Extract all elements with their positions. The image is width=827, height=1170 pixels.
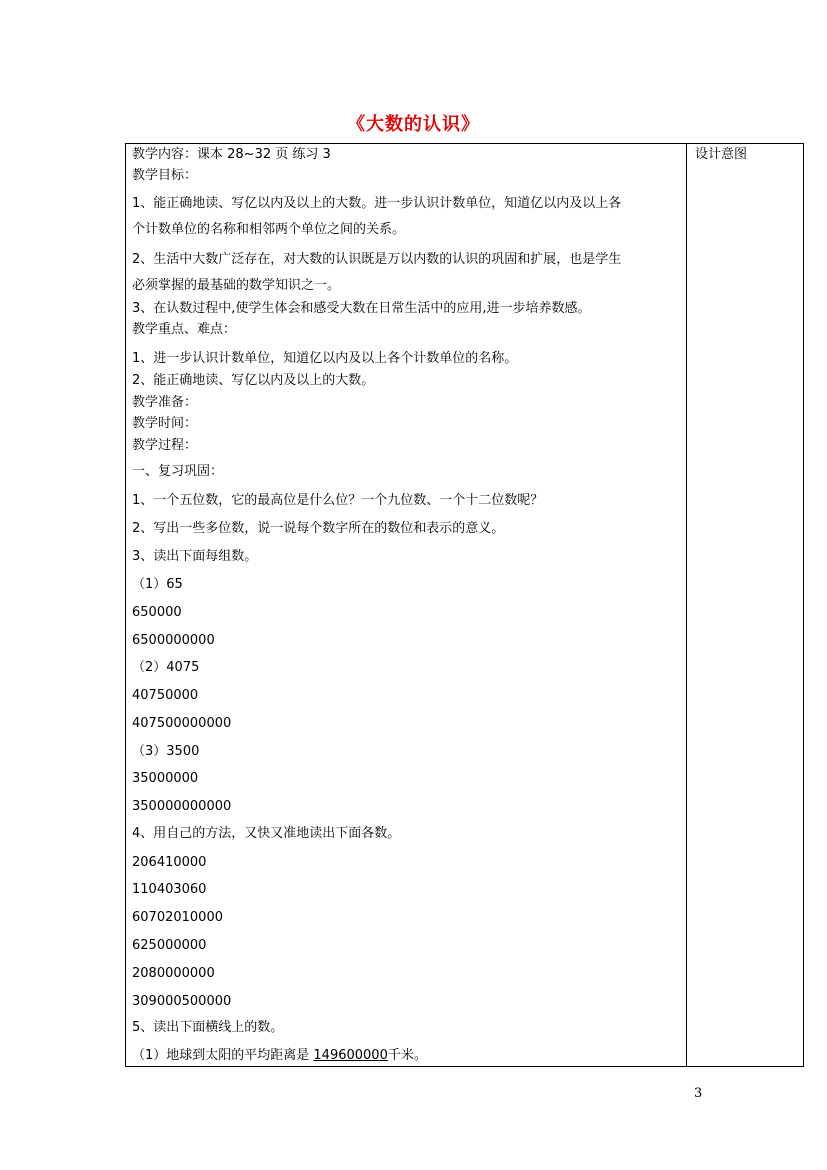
line-32: 309000500000: [132, 994, 232, 1009]
line-7: 教学重点、难点：: [132, 322, 237, 337]
page-number: 3: [694, 1086, 703, 1101]
line-29: 60702010000: [132, 910, 223, 925]
line-28: 110403060: [132, 882, 207, 897]
document-title: 《大数的认识》: [347, 114, 480, 135]
line-13: 一、复习巩固：: [132, 464, 224, 479]
line-8: 1、进一步认识计数单位，知道亿以内及以上各个计数单位的名称。: [132, 351, 518, 366]
line-14: 1、一个五位数，它的最高位是什么位？一个九位数、一个十二位数呢？: [132, 493, 544, 508]
line-24: 35000000: [132, 771, 199, 786]
line-1: 教学目标：: [132, 168, 198, 183]
line-16: 3、读出下面每组数。: [132, 549, 258, 564]
line-12: 教学过程：: [132, 438, 198, 453]
line-21: 40750000: [132, 688, 199, 703]
line-17: （1）65: [132, 577, 183, 592]
line-34-number: 149600000: [313, 1048, 388, 1063]
line-34: [132, 1048, 427, 1064]
design-intent-header: 设计意图: [695, 147, 748, 162]
line-9: 2、能正确地读、写亿以内及以上的大数。: [132, 373, 375, 388]
line-34-suffix: 千米。: [387, 1048, 427, 1063]
line-30: 625000000: [132, 938, 207, 953]
line-10: 教学准备：: [132, 395, 198, 410]
line-33: 5、读出下面横线上的数。: [132, 1020, 284, 1035]
line-15: 2、写出一些多位数，说一说每个数字所在的数位和表示的意义。: [132, 521, 505, 536]
line-18: 650000: [132, 605, 182, 620]
line-3: 个计数单位的名称和相邻两个单位之间的关系。: [132, 222, 406, 237]
line-5: 必须掌握的最基础的数学知识之一。: [132, 278, 341, 293]
line-22: 407500000000: [132, 716, 232, 731]
line-0: 教学内容：课本 28~32 页 练习 3: [132, 147, 331, 162]
line-20: （2）4075: [132, 660, 200, 675]
line-26: 4、用自己的方法，又快又准地读出下面各数。: [132, 826, 401, 841]
line-11: 教学时间：: [132, 416, 198, 431]
line-23: （3）3500: [132, 744, 200, 759]
line-19: 6500000000: [132, 633, 215, 648]
line-2: 1、能正确地读、写亿以内及以上的大数。进一步认识计数单位，知道亿以内及以上各: [132, 196, 622, 211]
line-25: 350000000000: [132, 799, 232, 814]
line-27: 206410000: [132, 855, 207, 870]
line-4: 2、生活中大数广泛存在，对大数的认识既是万以内数的认识的巩固和扩展，也是学生: [132, 252, 622, 267]
line-34-prefix: （1）地球到太阳的平均距离是: [132, 1048, 314, 1063]
line-31: 2080000000: [132, 966, 215, 981]
column-divider: [686, 143, 687, 1067]
line-6: 3、在认数过程中,使学生体会和感受大数在日常生活中的应用,进一步培养数感。: [132, 301, 591, 316]
